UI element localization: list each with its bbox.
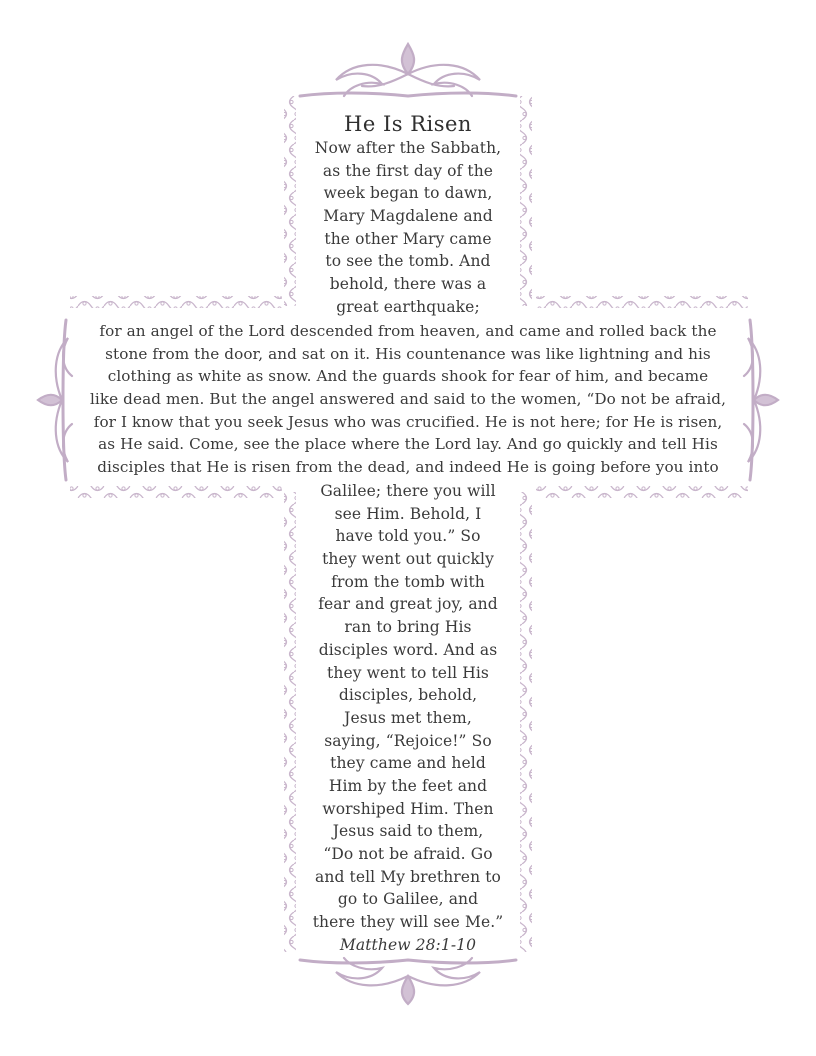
top-right-border — [520, 96, 532, 306]
verse-line: to see the tomb. And — [325, 252, 491, 271]
verse-line: they went out quickly — [322, 550, 494, 569]
verse-line: as He said. Come, see the place where the Lord lay. And go quickly and tell His — [98, 435, 718, 454]
top-arm-text — [298, 111, 518, 319]
verse-line: fear and great joy, and — [318, 595, 498, 614]
verse-line: go to Galilee, and — [337, 890, 479, 909]
verse-line: disciples that He is risen from the dead, and indeed He is going before you into — [97, 458, 719, 477]
verse-line: saying, “Rejoice!” So — [324, 731, 492, 750]
bottom-right-border — [520, 492, 532, 952]
left-arm-bottom-border — [70, 486, 282, 498]
verse-line: Now after the Sabbath, — [314, 139, 502, 157]
left-arm-top-border — [70, 296, 282, 308]
verse-line: they came and held — [330, 754, 486, 773]
verse-line: disciples, behold, — [338, 686, 478, 705]
verse-line: for an angel of the Lord descended from heaven, and came and rolled back the — [99, 322, 717, 340]
verse-line: see Him. Behold, I — [334, 504, 482, 523]
top-left-border — [284, 96, 296, 306]
verse-line: Mary Magdalene and — [323, 207, 493, 226]
bottom-left-border — [284, 492, 296, 952]
verse-line: Jesus said to them, — [332, 822, 484, 841]
bottom-arm-text — [298, 480, 518, 956]
verse-line: “Do not be afraid. Go — [323, 845, 493, 863]
verse-line: as the first day of the — [322, 161, 494, 180]
bottom-finial-ornament — [300, 958, 516, 1004]
verse-line: Jesus met them, — [344, 708, 472, 727]
top-finial-ornament — [300, 44, 516, 96]
verse-line: from the tomb with — [331, 572, 485, 591]
scripture-reference: Matthew 28:1-10 — [339, 935, 477, 954]
verse-line: stone from the door, and sat on it. His countenance was like lightning and his — [105, 344, 711, 363]
verse-line: like dead men. But the angel answered and said to the women, “Do not be afraid, — [89, 390, 727, 409]
verse-line: there they will see Me.” — [312, 913, 504, 932]
verse-line: and tell My brethren to — [315, 867, 501, 886]
verse-line: worshiped Him. Then — [322, 799, 494, 818]
verse-line: great earthquake; — [336, 297, 480, 316]
verse-line: clothing as white as snow. And the guards shook for fear of him, and became — [107, 367, 709, 386]
page-title: He Is Risen — [344, 112, 472, 136]
verse-line: disciples word. And as — [318, 640, 498, 659]
verse-line: the other Mary came — [324, 229, 492, 248]
right-arm-top-border — [536, 296, 748, 308]
verse-line: for I know that you seek Jesus who was crucified. He is not here; for He is risen, — [93, 412, 723, 431]
verse-line: ran to bring His — [344, 618, 472, 637]
verse-line: week began to dawn, — [323, 184, 493, 203]
verse-line: Him by the feet and — [328, 776, 488, 795]
right-arm-bottom-border — [536, 486, 748, 498]
verse-line: have told you.” So — [335, 527, 481, 546]
verse-line: behold, there was a — [329, 275, 487, 294]
crossbar-text — [66, 320, 750, 479]
verse-line: they went to tell His — [327, 663, 489, 682]
verse-line: Galilee; there you will — [320, 482, 496, 500]
